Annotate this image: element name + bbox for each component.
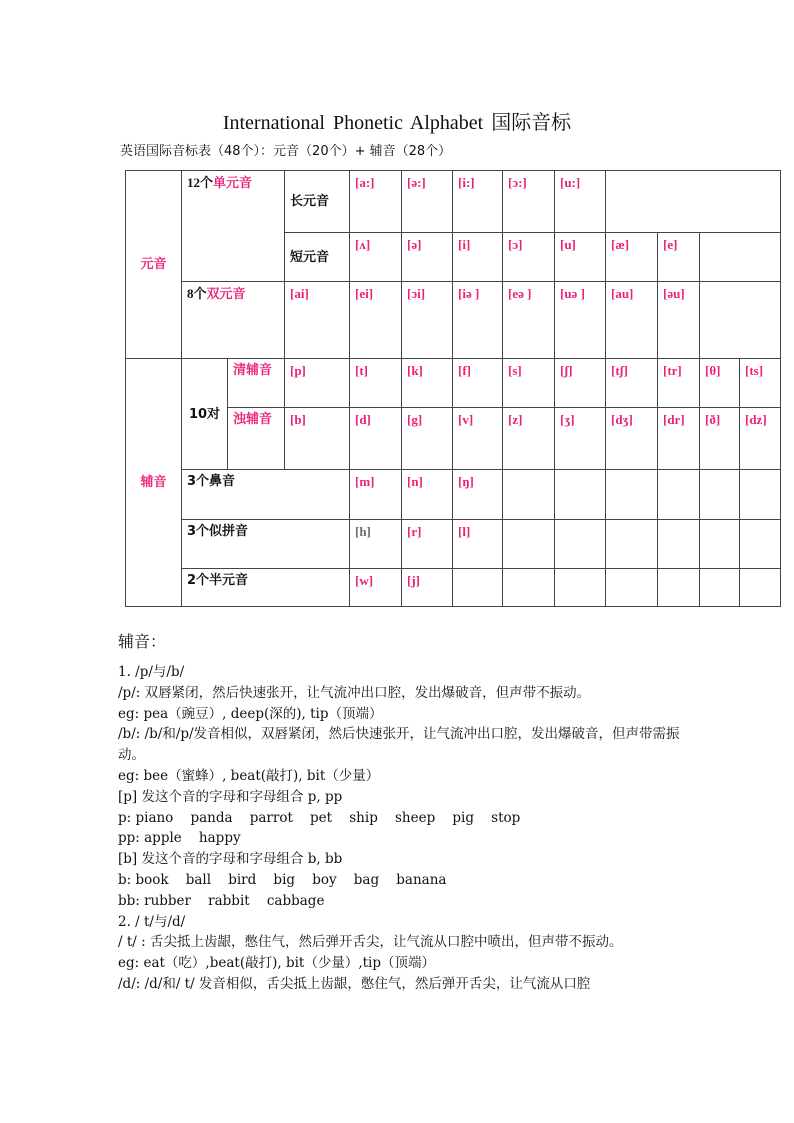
- text-line: p: piano panda parrot pet ship sheep pig stop: [118, 809, 521, 826]
- ipa-cell: [ə]: [402, 233, 453, 282]
- text-line: [b] 发这个音的字母和字母组合 b, bb: [118, 851, 343, 868]
- consonants-label: 辅音: [126, 359, 182, 607]
- ipa-cell: [l]: [453, 520, 503, 569]
- ipa-cell: [s]: [503, 359, 555, 408]
- ipa-cell: [h]: [350, 520, 402, 569]
- text-line: 1. /p/与/b/: [118, 664, 185, 680]
- ipa-cell: [ai]: [285, 282, 350, 359]
- monophthong-label: 12个单元音: [182, 171, 285, 282]
- ipa-cell: [ɔi]: [402, 282, 453, 359]
- voiced-label: 浊辅音: [228, 408, 285, 470]
- empty-cell: [700, 470, 740, 520]
- empty-cell: [555, 470, 606, 520]
- text-line: [p] 发这个音的字母和字母组合 p, pp: [118, 788, 343, 805]
- lateral-label: 3个似拼音: [182, 520, 350, 569]
- ipa-cell: [ei]: [350, 282, 402, 359]
- ipa-cell: [ə:]: [402, 171, 453, 233]
- ipa-table: [125, 170, 781, 607]
- vowels-label: 元音: [126, 171, 182, 359]
- ipa-cell: [uə ]: [555, 282, 606, 359]
- section-heading: 辅音：: [118, 632, 167, 651]
- ipa-cell: [m]: [350, 470, 402, 520]
- ipa-cell: [p]: [285, 359, 350, 408]
- text-line: /b/: /b/和/p/发音相似，双唇紧闭，然后快速张开，让气流冲出口腔，发出爆破音，但声带需振动。: [118, 726, 680, 764]
- empty-cell: [503, 569, 555, 607]
- empty-cell: [700, 233, 781, 282]
- ipa-cell: [i:]: [453, 171, 503, 233]
- pair-count-label: 10对: [182, 359, 228, 470]
- ipa-cell: [əu]: [658, 282, 700, 359]
- empty-cell: [555, 569, 606, 607]
- ipa-cell: [v]: [453, 408, 503, 470]
- ipa-cell: [ʒ]: [555, 408, 606, 470]
- short-vowel-label: 短元音: [285, 233, 350, 282]
- ipa-cell: [e]: [658, 233, 700, 282]
- text-line: eg: eat（吃）,beat(敲打), bit（少量）,tip（顶端）: [118, 955, 436, 972]
- ipa-cell: [eə ]: [503, 282, 555, 359]
- empty-cell: [658, 569, 700, 607]
- ipa-cell: [au]: [606, 282, 658, 359]
- table-caption: 英语国际音标表（48个）：元音（20个）+ 辅音（28个）: [120, 144, 452, 159]
- ipa-cell: [t]: [350, 359, 402, 408]
- voiceless-label: 清辅音: [228, 359, 285, 408]
- empty-cell: [503, 470, 555, 520]
- empty-cell: [658, 520, 700, 569]
- empty-cell: [700, 569, 740, 607]
- empty-cell: [740, 470, 781, 520]
- ipa-cell: [i]: [453, 233, 503, 282]
- text-line: b: book ball bird big boy bag banana: [118, 871, 447, 888]
- text-line: 2. / t/与/d/: [118, 913, 186, 930]
- empty-cell: [740, 520, 781, 569]
- consonant-notes: [118, 622, 688, 995]
- page-title: International Phonetic Alphabet 国际音标: [222, 112, 572, 134]
- ipa-cell: [r]: [402, 520, 453, 569]
- ipa-cell: [ʌ]: [350, 233, 402, 282]
- ipa-cell: [iə ]: [453, 282, 503, 359]
- ipa-cell: [k]: [402, 359, 453, 408]
- ipa-cell: [j]: [402, 569, 453, 607]
- empty-cell: [555, 520, 606, 569]
- text-line: /p/: 双唇紧闭，然后快速张开，让气流冲出口腔，发出爆破音，但声带不振动。: [118, 684, 591, 701]
- text-line: /d/: /d/和/ t/ 发音相似，舌尖抵上齿龈，憋住气，然后弹开舌尖，让气流从口腔: [118, 975, 591, 992]
- empty-cell: [503, 520, 555, 569]
- text-line: eg: bee（蜜蜂）, beat(敲打), bit（少量）: [118, 767, 380, 784]
- text-line: bb: rubber rabbit cabbage: [118, 892, 325, 909]
- ipa-cell: [a:]: [350, 171, 402, 233]
- empty-cell: [453, 569, 503, 607]
- ipa-cell: [ɔ]: [503, 233, 555, 282]
- ipa-cell: [b]: [285, 408, 350, 470]
- ipa-cell: [ð]: [700, 408, 740, 470]
- ipa-cell: [g]: [402, 408, 453, 470]
- ipa-cell: [ŋ]: [453, 470, 503, 520]
- ipa-cell: [u]: [555, 233, 606, 282]
- ipa-cell: [ɔ:]: [503, 171, 555, 233]
- ipa-cell: [dz]: [740, 408, 781, 470]
- diphthong-label: 8个双元音: [182, 282, 285, 359]
- empty-cell: [606, 171, 781, 233]
- ipa-cell: [f]: [453, 359, 503, 408]
- ipa-cell: [ʃ]: [555, 359, 606, 408]
- empty-cell: [606, 569, 658, 607]
- empty-cell: [606, 520, 658, 569]
- ipa-cell: [u:]: [555, 171, 606, 233]
- ipa-cell: [tr]: [658, 359, 700, 408]
- text-line: eg: pea（豌豆）, deep(深的), tip（顶端）: [118, 705, 383, 722]
- semivowel-label: 2个半元音: [182, 569, 350, 607]
- empty-cell: [606, 470, 658, 520]
- text-line: / t/ : 舌尖抵上齿龈，憋住气，然后弹开舌尖，让气流从口腔中喷出，但声带不振动。: [118, 934, 623, 951]
- ipa-cell: [ts]: [740, 359, 781, 408]
- nasal-label: 3个鼻音: [182, 470, 350, 520]
- ipa-cell: [n]: [402, 470, 453, 520]
- ipa-cell: [z]: [503, 408, 555, 470]
- ipa-cell: [æ]: [606, 233, 658, 282]
- ipa-cell: [dr]: [658, 408, 700, 470]
- long-vowel-label: 长元音: [285, 171, 350, 233]
- empty-cell: [658, 470, 700, 520]
- empty-cell: [700, 282, 781, 359]
- empty-cell: [740, 569, 781, 607]
- empty-cell: [700, 520, 740, 569]
- ipa-cell: [d]: [350, 408, 402, 470]
- ipa-cell: [θ]: [700, 359, 740, 408]
- ipa-cell: [w]: [350, 569, 402, 607]
- ipa-cell: [tʃ]: [606, 359, 658, 408]
- ipa-cell: [dʒ]: [606, 408, 658, 470]
- text-line: pp: apple happy: [118, 830, 241, 847]
